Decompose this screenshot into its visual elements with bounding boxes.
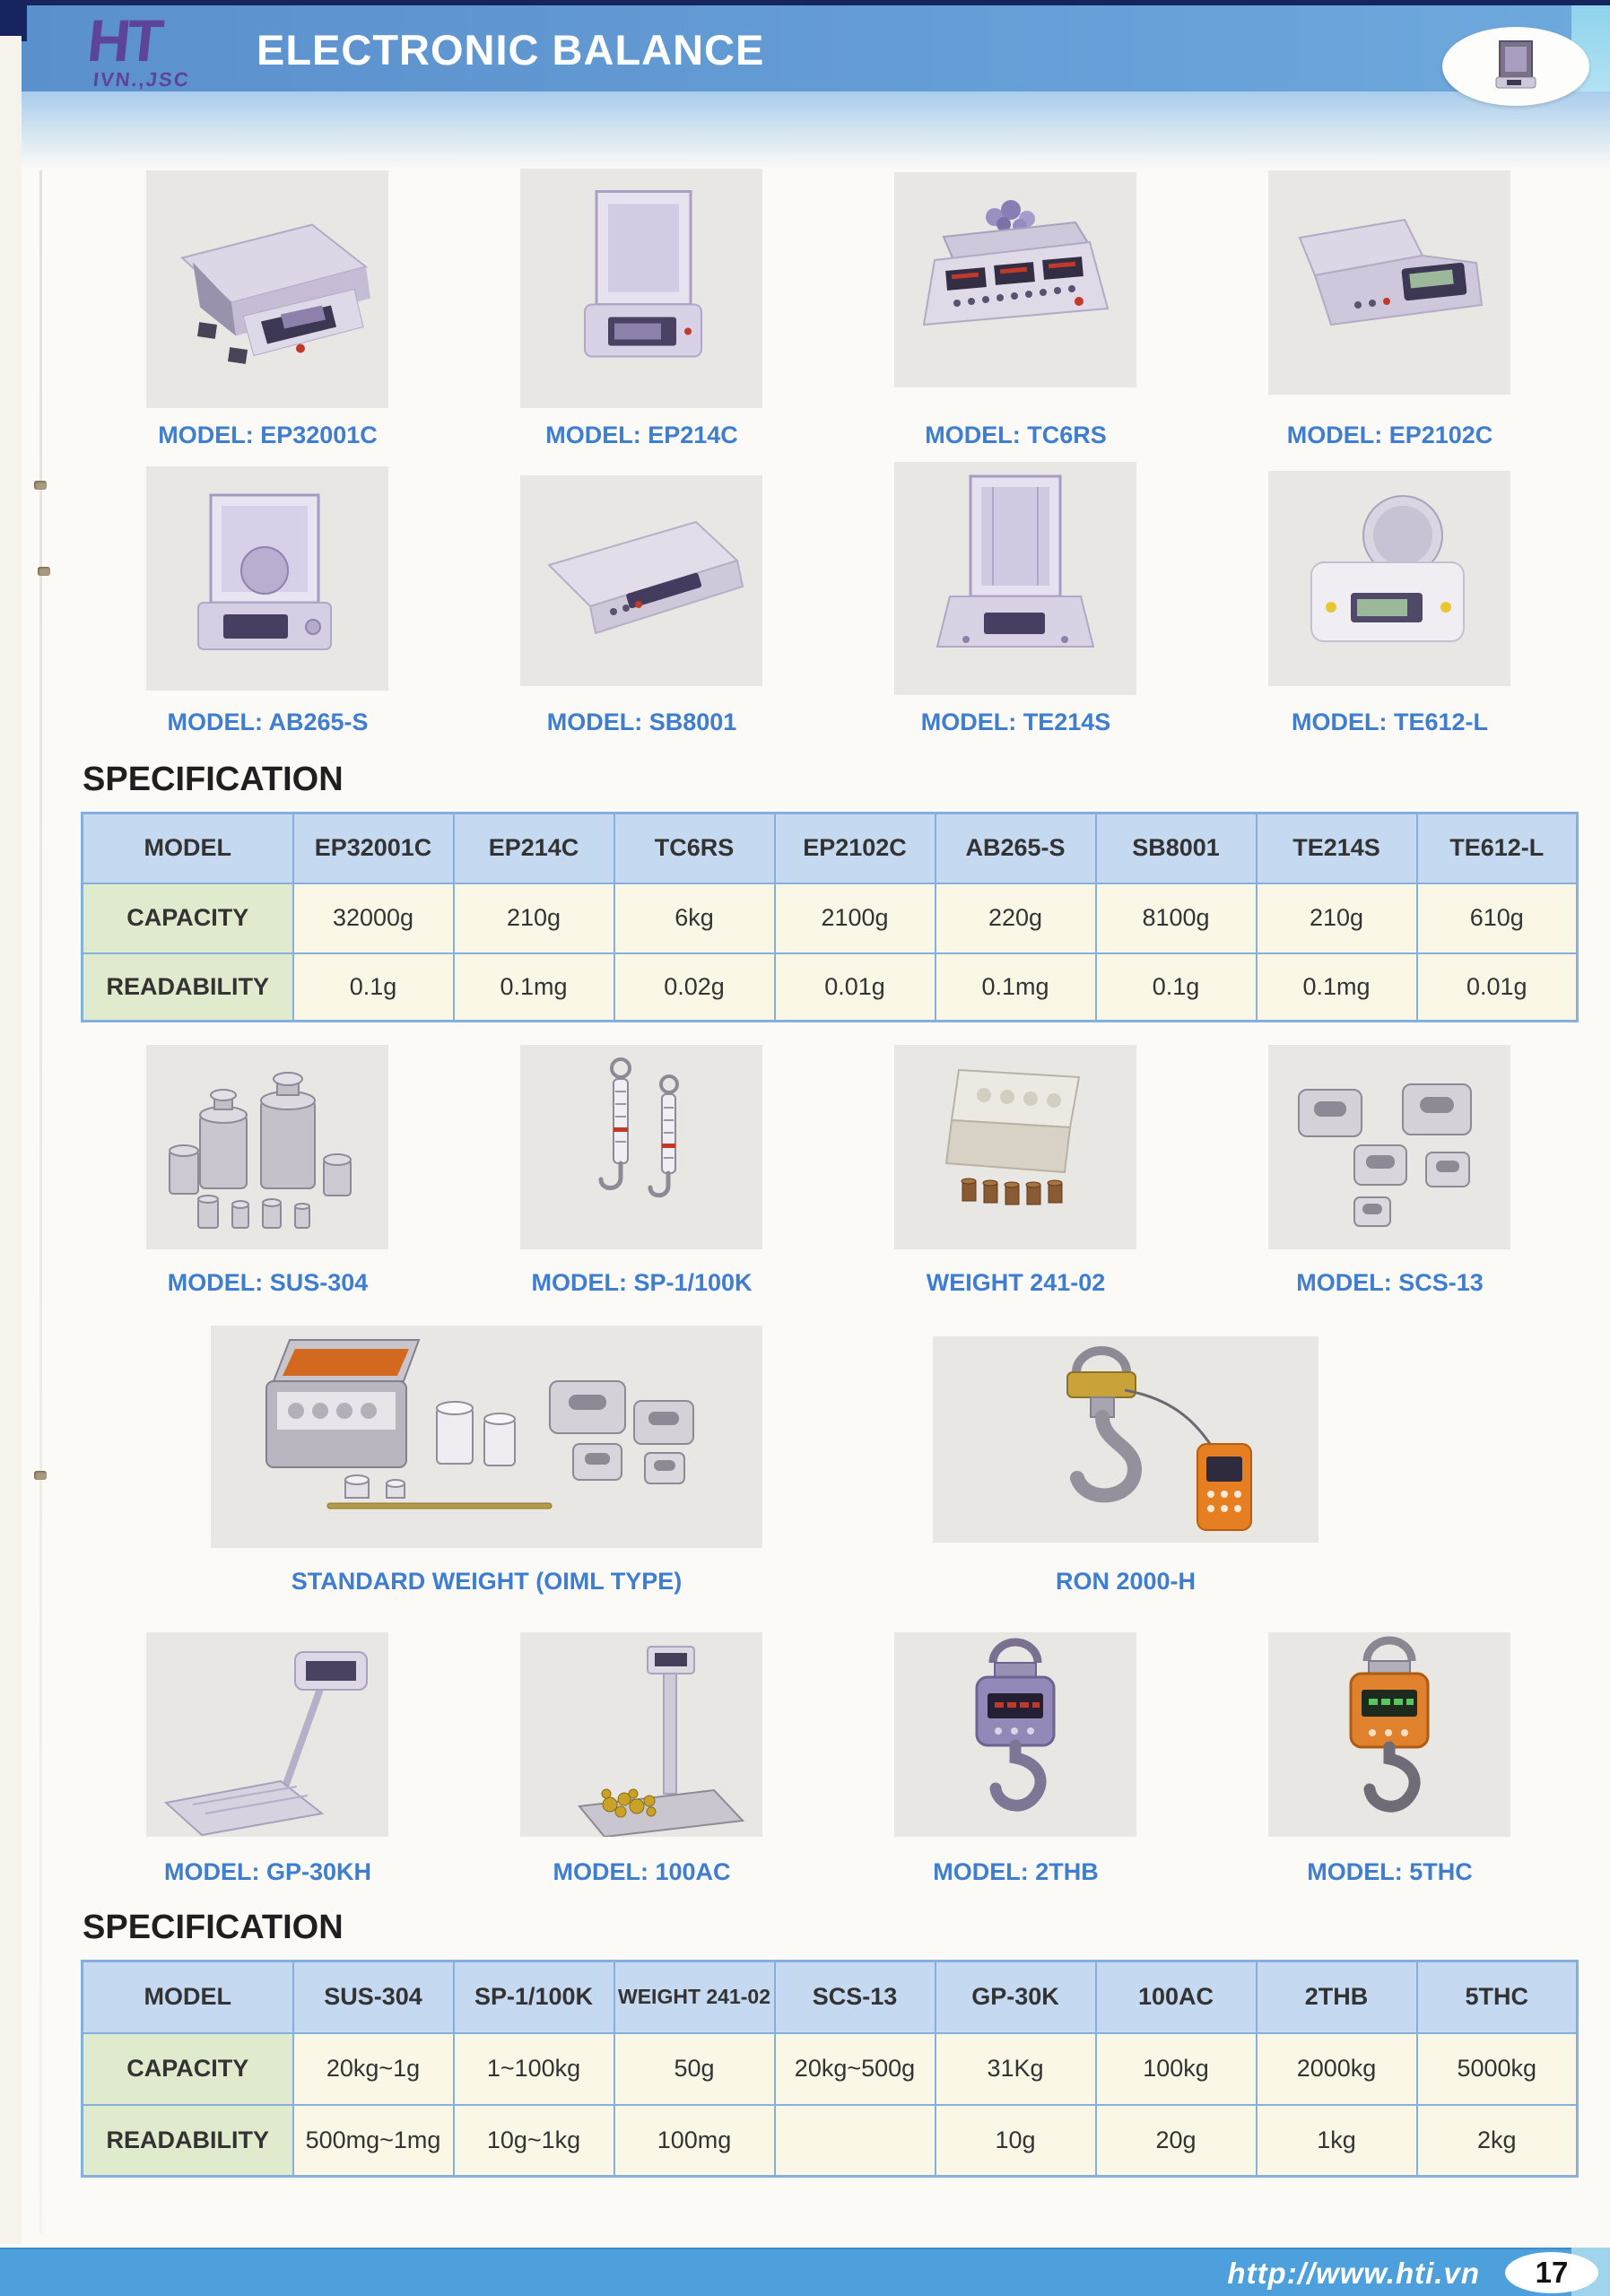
product-image-ron2000h <box>933 1336 1318 1543</box>
spec2-header-cell: 2THB <box>1257 1961 1417 2033</box>
spec2-header-cell: WEIGHT 241-02 <box>614 1961 775 2033</box>
spec2-row-label: READABILITY <box>83 2105 293 2177</box>
spec2-readability-cell: 1kg <box>1257 2105 1417 2177</box>
product-image-sp1100k <box>520 1045 762 1249</box>
spec1-capacity-cell: 220g <box>936 883 1096 953</box>
product-label: STANDARD WEIGHT (OIML TYPE) <box>291 1568 683 1595</box>
spec1-capacity-cell: 6kg <box>614 883 775 953</box>
product-image-weight24102 <box>894 1045 1136 1249</box>
spec1-header-cell: MODEL <box>83 813 293 883</box>
spec1-row-label: CAPACITY <box>83 883 293 953</box>
footer-url: http://www.hti.vn <box>1227 2257 1480 2290</box>
spec1-header-cell: AB265-S <box>936 813 1096 883</box>
spec1-readability-cell: 0.01g <box>1417 953 1578 1022</box>
spec2-header-cell: SP-1/100K <box>454 1961 614 2033</box>
spec2-capacity-cell: 20kg~500g <box>775 2033 936 2105</box>
spec2-capacity-cell: 5000kg <box>1417 2033 1578 2105</box>
product-image-5thc <box>1268 1632 1510 1837</box>
balance-icon <box>1487 38 1545 95</box>
spec2-capacity-cell: 2000kg <box>1257 2033 1417 2105</box>
header-balance-badge <box>1442 27 1589 106</box>
product-image-ep2102c <box>1268 170 1510 395</box>
header-bar <box>0 5 1610 91</box>
product-image-te214s <box>894 462 1136 695</box>
spec1-readability-cell: 0.1mg <box>1257 953 1417 1022</box>
spec2-readability-cell: 2kg <box>1417 2105 1578 2177</box>
product-label: MODEL: 5THC <box>1307 1858 1473 1885</box>
spec2-readability-cell: 10g <box>936 2105 1096 2177</box>
spec1-capacity-cell: 210g <box>454 883 614 953</box>
product-label: MODEL: EP2102C <box>1286 422 1493 448</box>
spec1-capacity-cell: 610g <box>1417 883 1578 953</box>
product-image-ep214c <box>520 169 762 408</box>
spec1-readability-cell: 0.1mg <box>454 953 614 1022</box>
spec1-readability-cell: 0.1g <box>293 953 454 1022</box>
spec2-header-cell: SUS-304 <box>293 1961 454 2033</box>
spec2-header-cell: GP-30K <box>936 1961 1096 2033</box>
product-label: MODEL: SUS-304 <box>167 1269 369 1296</box>
page-edge <box>0 36 22 2244</box>
product-image-te612l <box>1268 471 1510 686</box>
product-image-sb8001 <box>520 475 762 686</box>
spec1-readability-cell: 0.1g <box>1096 953 1257 1022</box>
spec2-readability-cell: 100mg <box>614 2105 775 2177</box>
product-label: MODEL: EP214C <box>545 422 738 448</box>
spec1-capacity-cell: 32000g <box>293 883 454 953</box>
staple-mark <box>34 1471 47 1480</box>
spec2-capacity-cell: 1~100kg <box>454 2033 614 2105</box>
product-label: MODEL: TE612-L <box>1291 709 1489 735</box>
page-title: ELECTRONIC BALANCE <box>257 26 765 74</box>
product-label: MODEL: SP-1/100K <box>531 1269 753 1296</box>
spec1-capacity-cell: 8100g <box>1096 883 1257 953</box>
product-label: MODEL: GP-30KH <box>163 1858 372 1885</box>
spec1-readability-cell: 0.1mg <box>936 953 1096 1022</box>
product-label: MODEL: AB265-S <box>167 709 369 735</box>
product-image-gp30kh <box>146 1632 388 1837</box>
spec2-row-label: CAPACITY <box>83 2033 293 2105</box>
product-image-sus304 <box>146 1045 388 1249</box>
spec1-capacity-cell: 2100g <box>775 883 936 953</box>
product-image-scs13 <box>1268 1045 1510 1249</box>
product-label: MODEL: TC6RS <box>925 422 1107 448</box>
company-logo: HT <box>84 7 163 74</box>
spec1-row-label: READABILITY <box>83 953 293 1022</box>
product-image-100ac <box>520 1632 762 1837</box>
spec1-readability-cell: 0.01g <box>775 953 936 1022</box>
spec2-header-cell: 100AC <box>1096 1961 1257 2033</box>
product-image-tc6rs <box>894 172 1136 387</box>
product-label: MODEL: SB8001 <box>546 709 737 735</box>
spec2-readability-cell: 20g <box>1096 2105 1257 2177</box>
spec2-readability-cell: 500mg~1mg <box>293 2105 454 2177</box>
page-number-badge: 17 <box>1505 2252 1598 2293</box>
spec1-header-cell: TC6RS <box>614 813 775 883</box>
staple-mark <box>34 481 47 490</box>
product-label: MODEL: 2THB <box>933 1858 1099 1885</box>
spec1-capacity-cell: 210g <box>1257 883 1417 953</box>
product-label: MODEL: EP32001C <box>158 422 378 448</box>
spec-table-1 <box>81 812 1579 1022</box>
company-logo-sub: IVN.,JSC <box>91 68 192 91</box>
product-label: MODEL: 100AC <box>553 1858 731 1885</box>
spec2-header-cell: SCS-13 <box>775 1961 936 2033</box>
product-image-standard-weight <box>211 1326 762 1548</box>
page-crease <box>39 170 42 2233</box>
product-label: MODEL: TE214S <box>920 709 1111 735</box>
product-label: MODEL: SCS-13 <box>1296 1269 1484 1296</box>
product-label: WEIGHT 241-02 <box>926 1269 1106 1296</box>
spec1-header-cell: TE612-L <box>1417 813 1578 883</box>
spec1-header-cell: EP214C <box>454 813 614 883</box>
spec2-capacity-cell: 20kg~1g <box>293 2033 454 2105</box>
spec2-header-cell: 5THC <box>1417 1961 1578 2033</box>
header-fade <box>0 91 1610 169</box>
spec2-readability-cell: 10g~1kg <box>454 2105 614 2177</box>
product-image-ab265s <box>146 466 388 691</box>
spec2-capacity-cell: 31Kg <box>936 2033 1096 2105</box>
spec2-header-cell: MODEL <box>83 1961 293 2033</box>
product-image-ep32001c <box>146 170 388 408</box>
spec-table-2 <box>81 1960 1579 2178</box>
spec1-header-cell: EP2102C <box>775 813 936 883</box>
spec1-header-cell: SB8001 <box>1096 813 1257 883</box>
product-image-2thb <box>894 1632 1136 1837</box>
spec1-readability-cell: 0.02g <box>614 953 775 1022</box>
staple-mark <box>38 567 50 576</box>
product-label: RON 2000-H <box>1055 1568 1197 1595</box>
spec1-header-cell: EP32001C <box>293 813 454 883</box>
spec2-readability-cell <box>775 2105 936 2177</box>
spec-heading-2: SPECIFICATION <box>83 1909 344 1946</box>
spec2-capacity-cell: 50g <box>614 2033 775 2105</box>
spec2-capacity-cell: 100kg <box>1096 2033 1257 2105</box>
spec1-header-cell: TE214S <box>1257 813 1417 883</box>
spec-heading-1: SPECIFICATION <box>83 761 344 798</box>
